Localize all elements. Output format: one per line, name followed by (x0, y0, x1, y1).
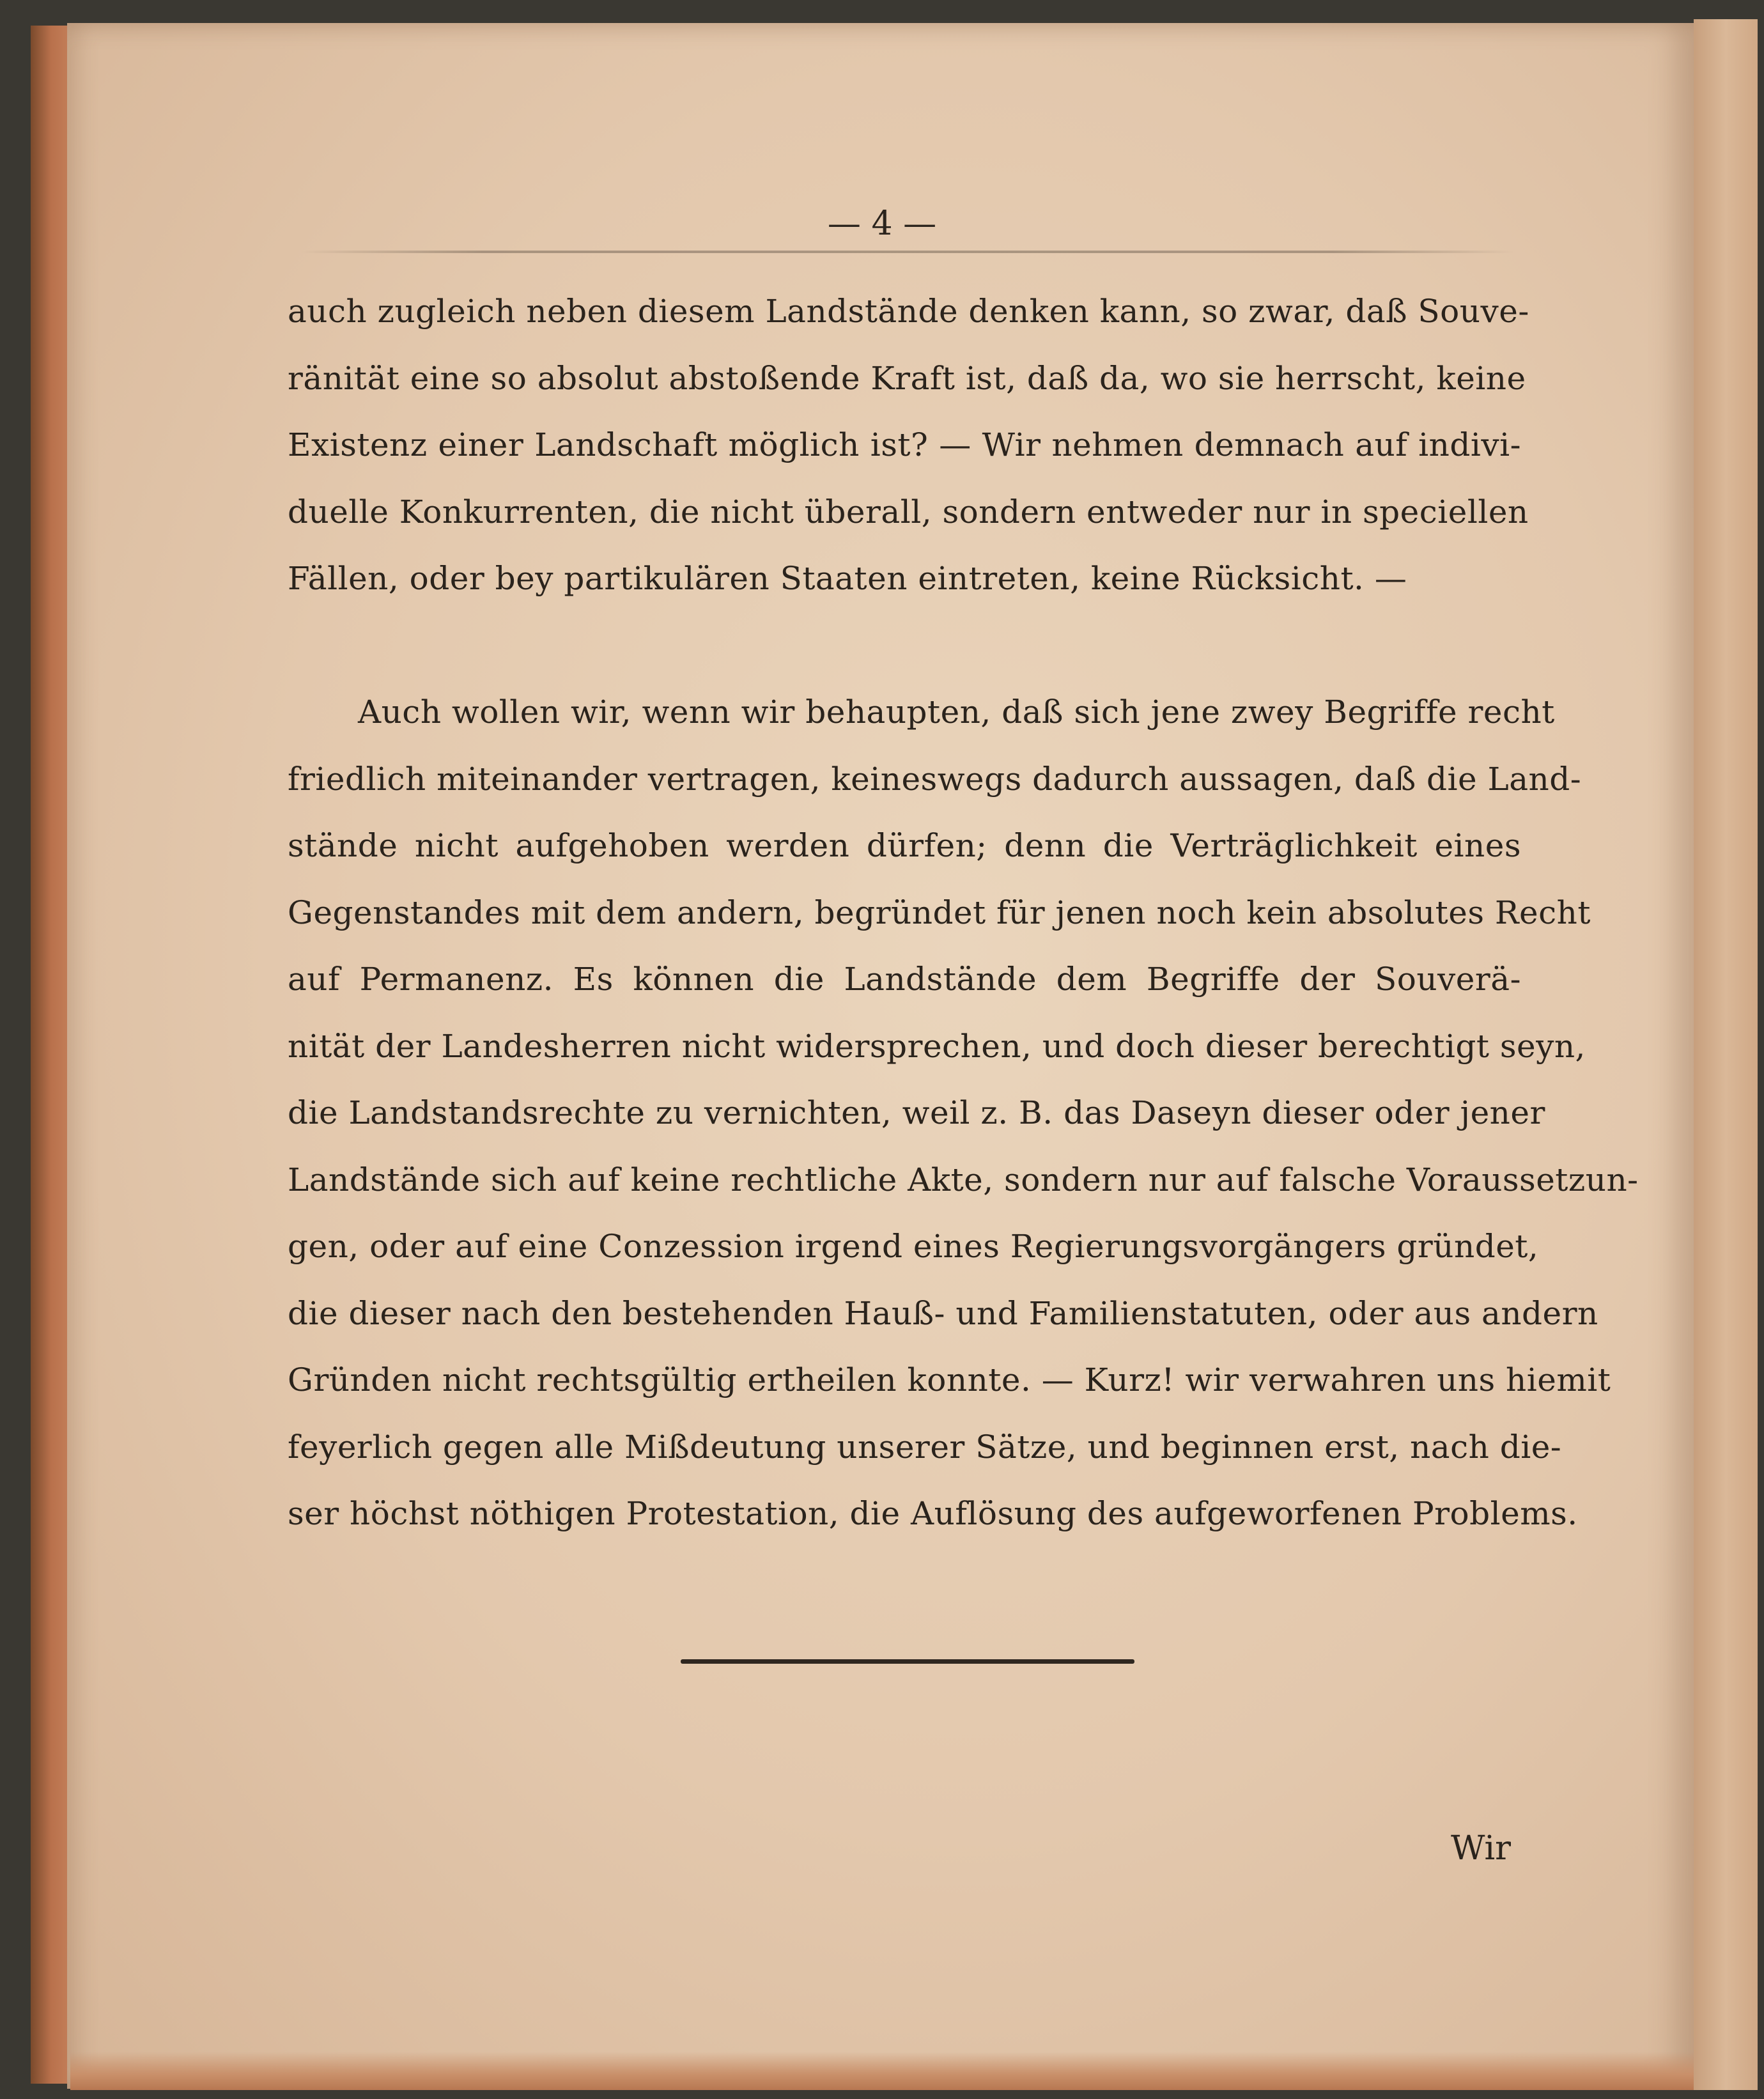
text-line: ränität eine so absolut abstoßende Kraft ist, daß da, wo sie herrscht, keine (288, 359, 1526, 397)
catchword: Wir (1451, 1829, 1512, 1868)
body-text (288, 278, 1639, 1547)
header-rule (300, 251, 1515, 253)
text-line: stände nicht aufgehoben werden dürfen; denn die Verträglichkeit eines (288, 827, 1521, 864)
text-line: Landstände sich auf keine rechtliche Akte, sondern nur auf falsche Voraussetzun- (288, 1161, 1639, 1198)
text-line: feyerlich gegen alle Mißdeutung unserer Sätze, und beginnen erst, nach die- (288, 1428, 1562, 1466)
text-line: auch zugleich neben diesem Landstände denken kann, so zwar, daß Souve- (288, 293, 1529, 330)
text-line: Gegenstandes mit dem andern, begründet für jenen noch kein absolutes Recht (288, 894, 1591, 931)
text-line: Existenz einer Landschaft möglich ist? — Wir nehmen demnach auf indivi- (288, 426, 1521, 463)
text-line: auf Permanenz. Es können die Landstände dem Begriffe der Souverä- (288, 961, 1521, 998)
text-line: gen, oder auf eine Conzession irgend eines Regierungsvorgängers gründet, (288, 1228, 1539, 1265)
text-line: Gründen nicht rechtsgültig ertheilen konnte. — Kurz! wir verwahren uns hiemit (288, 1361, 1611, 1398)
text-line: Fällen, oder bey partikulären Staaten eintreten, keine Rücksicht. — (288, 560, 1407, 597)
text-line: ser höchst nöthigen Protestation, die Auflösung des aufgeworfenen Problems. (288, 1495, 1578, 1532)
show-through-text (281, 1521, 1528, 1860)
paragraph-gap (288, 612, 1521, 679)
text-line: Auch wollen wir, wenn wir behaupten, daß sich jene zwey Begriffe recht (358, 693, 1555, 731)
text-line: nität der Landesherren nicht widersprechen, und doch dieser berechtigt seyn, (288, 1027, 1586, 1065)
closing-rule (681, 1659, 1134, 1664)
text-line: die Landstandsrechte zu vernichten, weil z. B. das Daseyn dieser oder jener (288, 1094, 1545, 1131)
page-number: — 4 — (827, 205, 937, 243)
text-line: duelle Konkurrenten, die nicht überall, sondern entweder nur in speciellen (288, 493, 1529, 531)
facing-page-edge (1694, 19, 1758, 2090)
text-line: friedlich miteinander vertragen, keineswegs dadurch aussagen, daß die Land- (288, 760, 1582, 798)
page-bottom-edge (70, 2052, 1694, 2090)
text-line: die dieser nach den bestehenden Hauß- und Familienstatuten, oder aus andern (288, 1294, 1598, 1332)
